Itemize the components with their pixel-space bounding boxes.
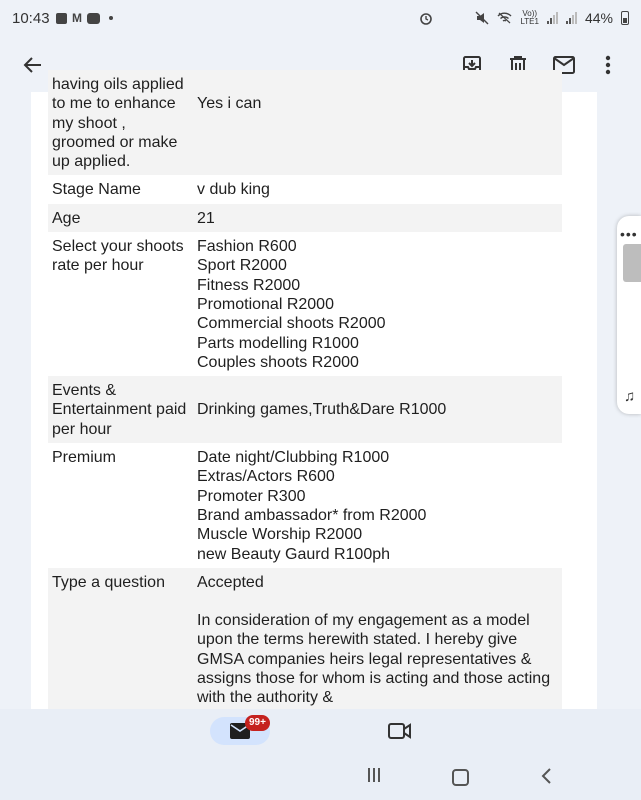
row-key-line: groomed or make xyxy=(52,133,178,151)
value-line: Accepted xyxy=(197,573,264,591)
table-row xyxy=(48,376,562,443)
table-row xyxy=(48,204,562,232)
value-line: v dub king xyxy=(197,181,270,199)
back-button[interactable] xyxy=(16,48,50,82)
row-key: Type a question xyxy=(48,568,193,712)
image-icon xyxy=(56,13,67,24)
volte-label-top: Vo)) xyxy=(522,9,538,18)
value-line: Date night/Clubbing R1000 xyxy=(197,449,390,467)
row-key: Premium xyxy=(52,449,117,467)
value-line: Extras/Actors R600 xyxy=(197,468,335,486)
edge-panel-tab xyxy=(623,244,641,282)
table-row xyxy=(48,232,562,376)
value-line: Muscle Worship R2000 xyxy=(197,526,363,544)
status-bar xyxy=(0,0,641,38)
back-icon[interactable] xyxy=(540,767,552,785)
battery-percent: 44% xyxy=(584,10,613,26)
row-value xyxy=(193,232,562,376)
battery-icon xyxy=(621,11,629,25)
more-options-button[interactable] xyxy=(591,48,625,82)
table-row xyxy=(48,568,562,712)
more-vert-icon xyxy=(605,55,611,75)
gmail-icon: M xyxy=(72,11,82,25)
row-key: Events & Entertainment paid per hour xyxy=(48,376,193,443)
volte-icon xyxy=(520,10,539,26)
row-key-line: my shoot , xyxy=(52,114,126,132)
volte-label-bottom: LTE1 xyxy=(520,17,539,26)
edge-panel-handle[interactable] xyxy=(617,216,641,414)
bottom-navigation xyxy=(0,709,641,800)
row-key-line: to me to enhance xyxy=(52,95,176,113)
mute-icon xyxy=(475,11,489,25)
table-row xyxy=(48,443,562,568)
value-line: new Beauty Gaurd R100ph xyxy=(197,545,391,563)
value-line: Brand ambassador* from R2000 xyxy=(197,506,427,524)
consent-paragraph: In consideration of my engagement as a model upon the terms herewith stated. I hereby give GMSA companies heirs legal representatives & assigns those for whom is acting and those acting with the authority & xyxy=(197,612,551,707)
wifi-icon xyxy=(497,12,512,24)
meet-tab[interactable] xyxy=(388,723,412,744)
row-key: Stage Name xyxy=(52,181,141,199)
youtube-icon xyxy=(87,13,100,24)
value-line: Couples shoots R2000 xyxy=(197,353,359,371)
music-note-icon: ♫ xyxy=(624,388,636,405)
row-key-line: having oils applied xyxy=(52,76,184,93)
row-value xyxy=(193,568,562,712)
unread-count-badge: 99+ xyxy=(245,715,270,731)
table-row xyxy=(48,70,562,175)
row-value xyxy=(193,175,562,203)
signal-icon-2 xyxy=(566,12,577,24)
recents-icon[interactable] xyxy=(368,768,380,782)
status-time: 10:43 xyxy=(12,10,50,27)
value-line: Promotional R2000 xyxy=(197,295,334,313)
row-key xyxy=(48,70,193,175)
row-value xyxy=(193,70,562,175)
value-line: Promoter R300 xyxy=(197,487,306,505)
value-line: 21 xyxy=(197,209,215,227)
value-line: Fashion R600 xyxy=(197,238,297,256)
form-response-table xyxy=(48,70,562,712)
alarm-icon xyxy=(419,11,433,25)
table-row xyxy=(48,175,562,203)
video-icon xyxy=(388,723,412,739)
value-line: Sport R2000 xyxy=(197,257,287,275)
value-line: Fitness R2000 xyxy=(197,276,301,294)
notification-dot xyxy=(109,16,113,20)
row-value xyxy=(193,443,562,568)
row-key: Age xyxy=(48,204,193,232)
more-horiz-icon: ••• xyxy=(620,226,638,242)
value-line: Yes i can xyxy=(197,95,262,112)
value-line: Parts modelling R1000 xyxy=(197,334,359,352)
back-arrow-icon xyxy=(23,55,43,75)
status-left-icons xyxy=(56,11,113,25)
signal-icon xyxy=(547,12,558,24)
row-value xyxy=(193,204,562,232)
row-key-line: up applied. xyxy=(52,153,131,171)
email-body-scroll[interactable] xyxy=(0,76,641,709)
home-icon[interactable] xyxy=(452,769,469,786)
status-right-icons xyxy=(419,10,629,26)
row-key: Select your shoots rate per hour xyxy=(52,238,184,275)
value-line: Drinking games,Truth&Dare R1000 xyxy=(197,401,447,419)
value-line: Commercial shoots R2000 xyxy=(197,315,386,333)
row-value xyxy=(193,376,562,443)
